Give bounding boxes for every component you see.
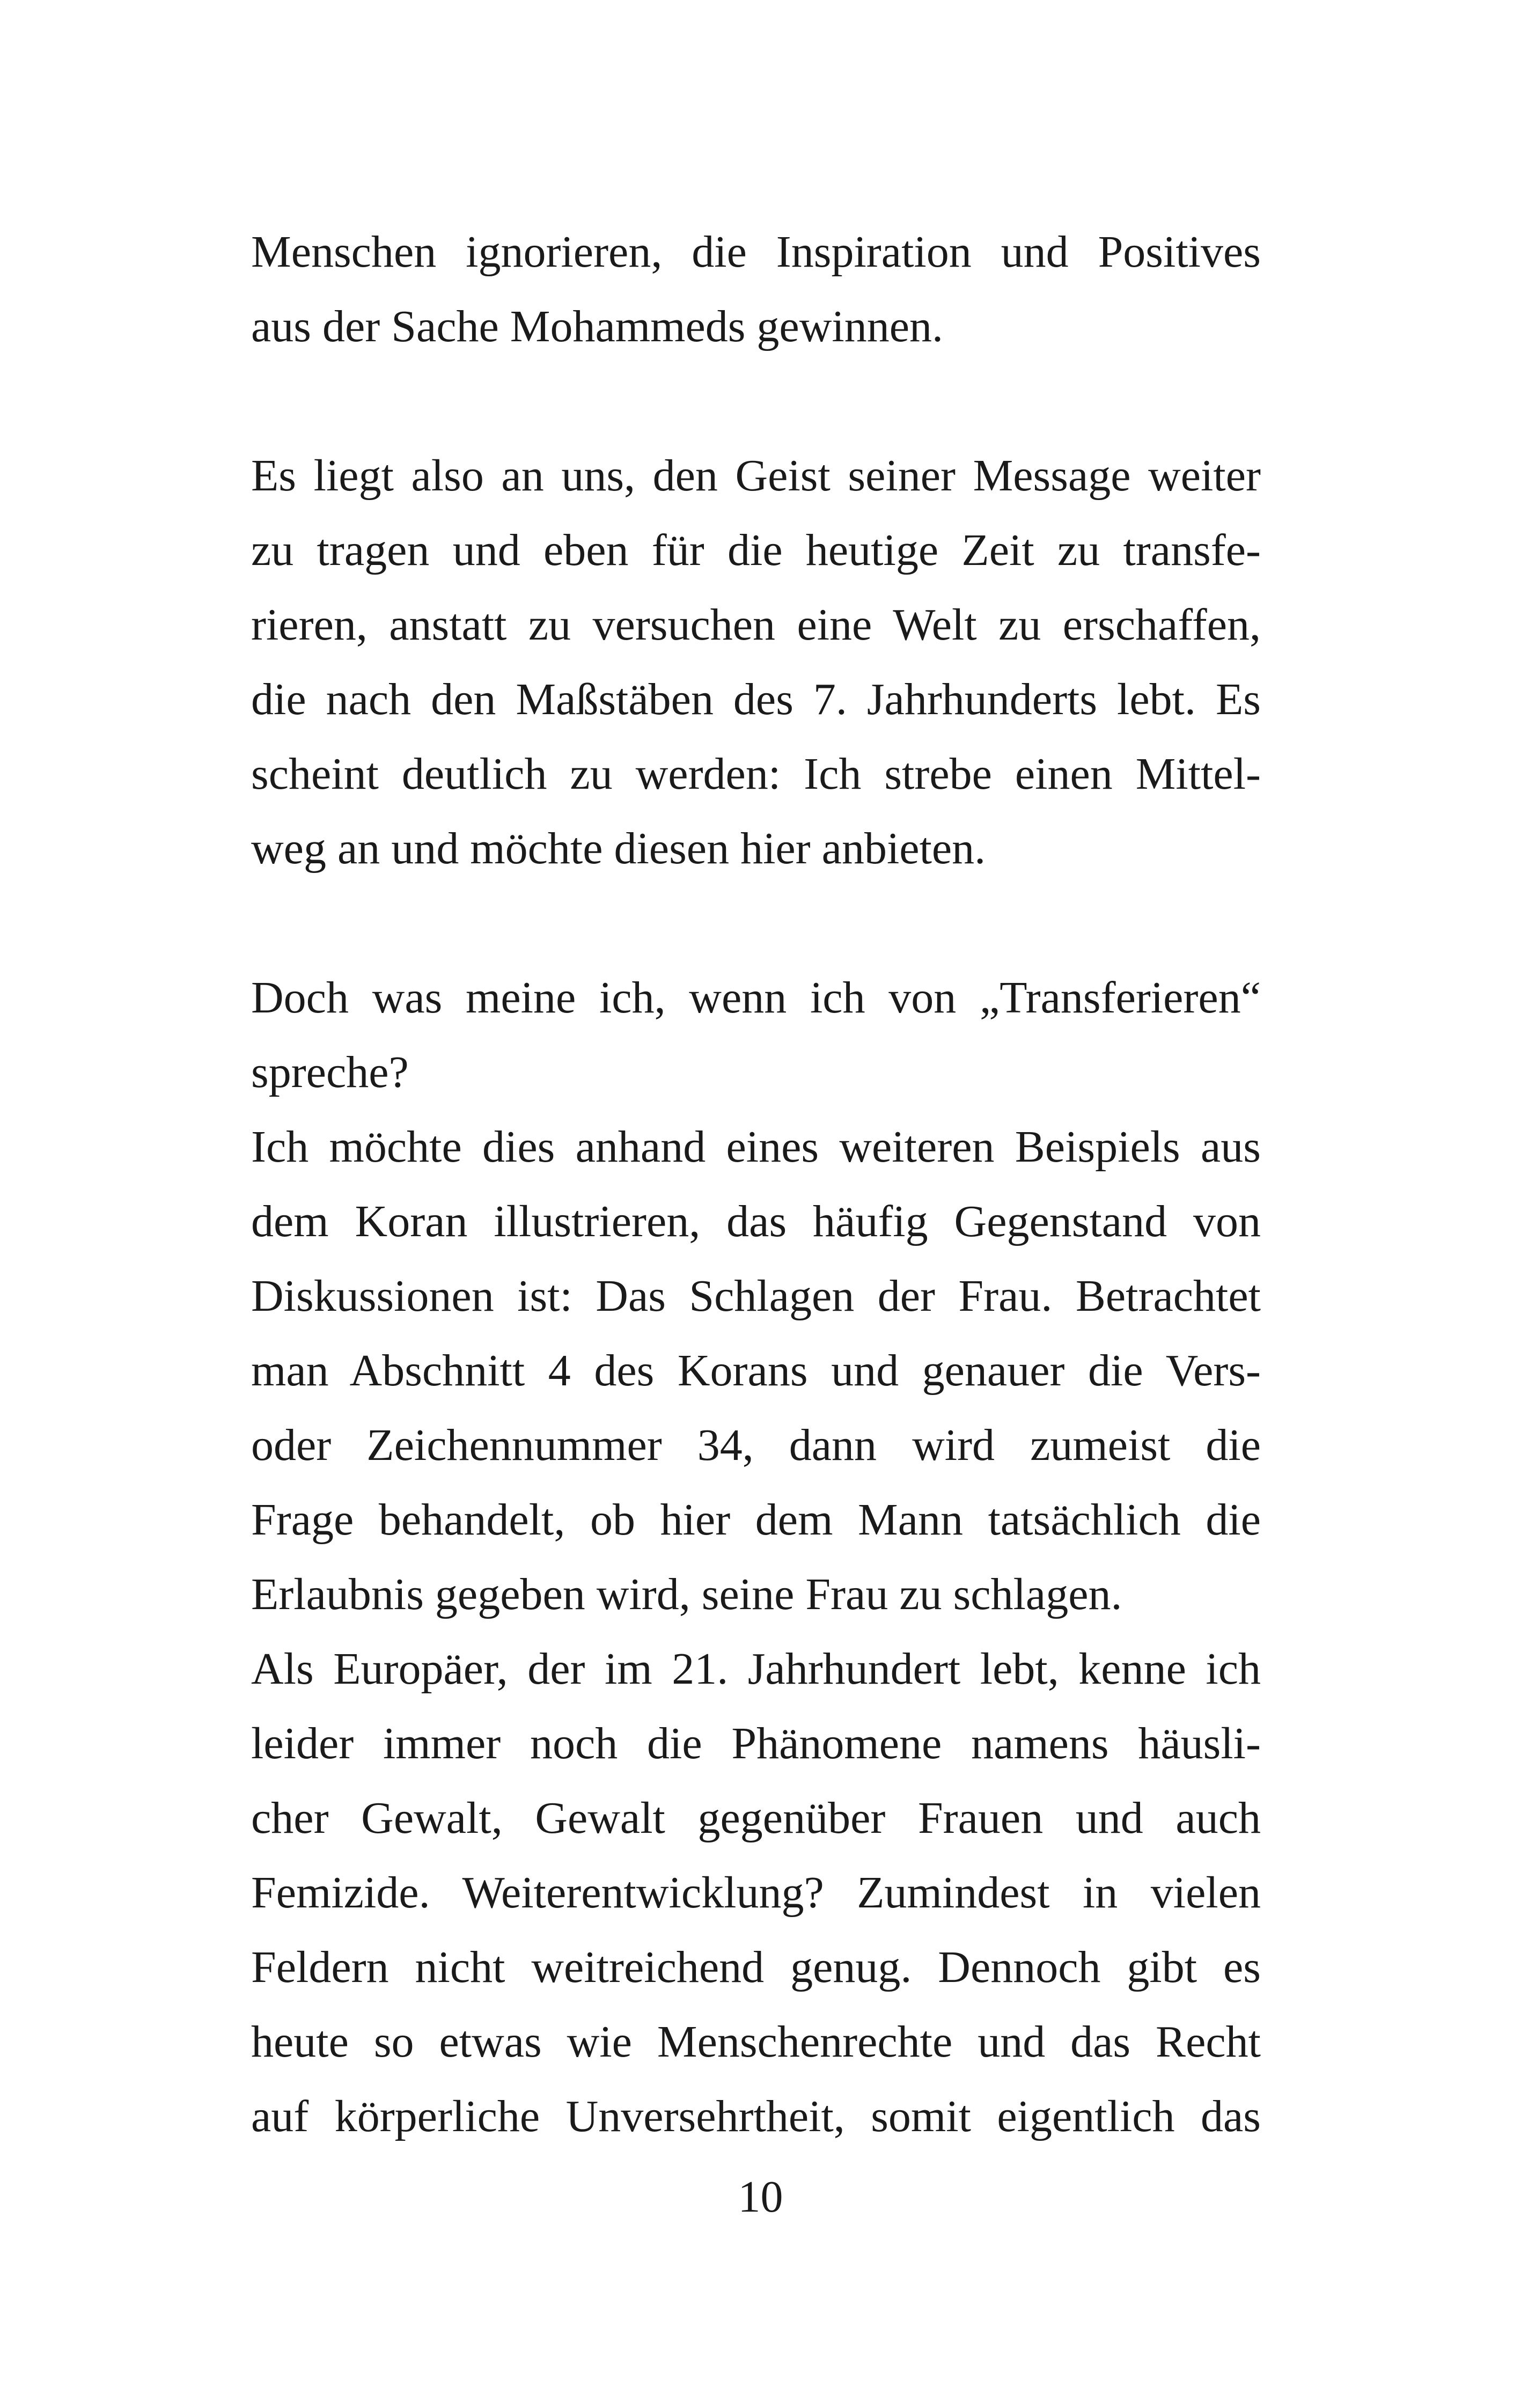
text-line: Diskussionen ist: Das Schlagen der Frau. Betrachtet — [251, 1271, 1261, 1321]
text-line: Ich möchte dies anhand eines weiteren Beispiels aus — [251, 1122, 1261, 1172]
text-line: aus der Sache Mohammeds gewinnen. — [251, 302, 943, 351]
text-line: Es liegt also an uns, den Geist seiner Message weiter — [251, 451, 1261, 501]
page-body-text — [251, 215, 1261, 2154]
paragraph — [251, 438, 1261, 886]
text-line: Als Europäer, der im 21. Jahrhundert lebt, kenne ich — [251, 1644, 1261, 1694]
text-line: Feldern nicht weitreichend genug. Dennoch gibt es — [251, 1942, 1261, 1992]
text-line: Erlaubnis gegeben wird, seine Frau zu schlagen. — [251, 1569, 1122, 1619]
text-line: heute so etwas wie Menschenrechte und das Recht — [251, 2017, 1261, 2067]
text-line: man Abschnitt 4 des Korans und genauer die Vers- — [251, 1346, 1261, 1396]
paragraph-gap — [251, 364, 1261, 438]
text-line: auf körperliche Unversehrtheit, somit eigentlich das — [251, 2091, 1261, 2141]
page-number: 10 — [738, 2172, 783, 2222]
paragraph — [251, 960, 1261, 1110]
text-line: Doch was meine ich, wenn ich von „Transferieren“ — [251, 973, 1261, 1023]
text-line: cher Gewalt, Gewalt gegenüber Frauen und auch — [251, 1793, 1261, 1843]
text-line: die nach den Maßstäben des 7. Jahrhunderts lebt. Es — [251, 674, 1261, 724]
text-line: zu tragen und eben für die heutige Zeit zu transfe- — [251, 525, 1261, 575]
paragraph-gap — [251, 886, 1261, 960]
text-line: Frage behandelt, ob hier dem Mann tatsächlich die — [251, 1495, 1261, 1545]
text-line: dem Koran illustrieren, das häufig Gegenstand von — [251, 1196, 1261, 1246]
text-line: scheint deutlich zu werden: Ich strebe einen Mittel- — [251, 749, 1261, 799]
paragraph — [251, 1110, 1261, 1632]
text-line: leider immer noch die Phänomene namens häusli- — [251, 1719, 1261, 1768]
text-line: rieren, anstatt zu versuchen eine Welt zu erschaffen, — [251, 600, 1261, 650]
paragraph — [251, 1632, 1261, 2154]
text-line: weg an und möchte diesen hier anbieten. — [251, 824, 986, 873]
text-line: oder Zeichennummer 34, dann wird zumeist die — [251, 1420, 1261, 1470]
text-line: Menschen ignorieren, die Inspiration und Positives — [251, 227, 1261, 277]
text-line: Femizide. Weiterentwicklung? Zumindest in vielen — [251, 1868, 1261, 1918]
paragraph — [251, 215, 1261, 364]
text-line: spreche? — [251, 1047, 409, 1097]
